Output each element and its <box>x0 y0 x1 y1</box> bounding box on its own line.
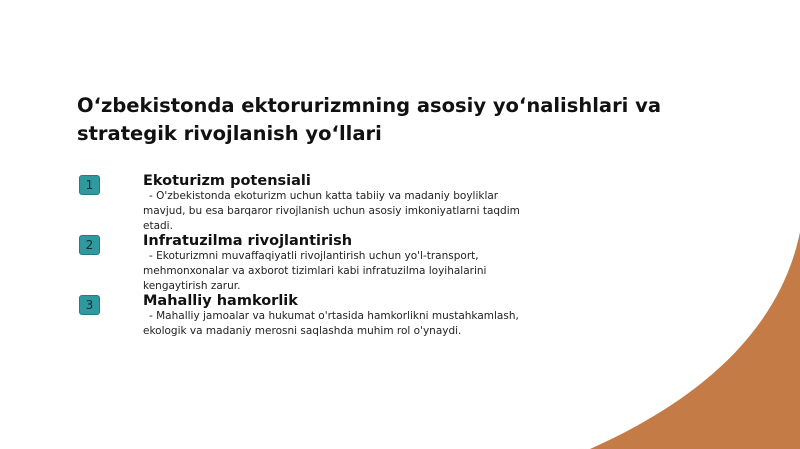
item-description <box>143 189 543 234</box>
number-badge: 3 <box>79 295 100 315</box>
number-badge: 2 <box>79 235 100 255</box>
list-item <box>77 292 557 342</box>
page-title: O‘zbekistonda ektorurizmning asosiy yo‘nalishlari va strategik rivojlanish yo‘llari <box>77 94 662 145</box>
number-badge: 1 <box>79 175 100 195</box>
item-title: Ekoturizm potensiali <box>143 173 311 189</box>
item-description-text: - Mahalliy jamoalar va hukumat o'rtasida hamkorlikni mustahkamlash, ekologik va madaniy merosni saqlashda muhim rol o'ynaydi. <box>143 310 519 337</box>
list-item <box>77 172 557 232</box>
item-description <box>143 309 543 339</box>
list-item <box>77 232 557 292</box>
item-title: Mahalliy hamkorlik <box>143 293 298 309</box>
item-title: Infratuzilma rivojlantirish <box>143 233 353 249</box>
item-description-text: - Ekoturizmni muvaffaqiyatli rivojlantirish uchun yo'l-transport, mehmonxonalar va axborot tizimlari kabi infratuzilma loyihalarini kengaytirish zarur. <box>143 250 487 292</box>
accent-arc-shape <box>590 232 800 449</box>
item-description <box>143 249 543 294</box>
item-description-text: - O'zbekistonda ekoturizm uchun katta tabiiy va madaniy boyliklar mavjud, bu esa barqaror rivojlanish uchun asosiy imkoniyatlarni taqdim etadi. <box>143 190 520 232</box>
